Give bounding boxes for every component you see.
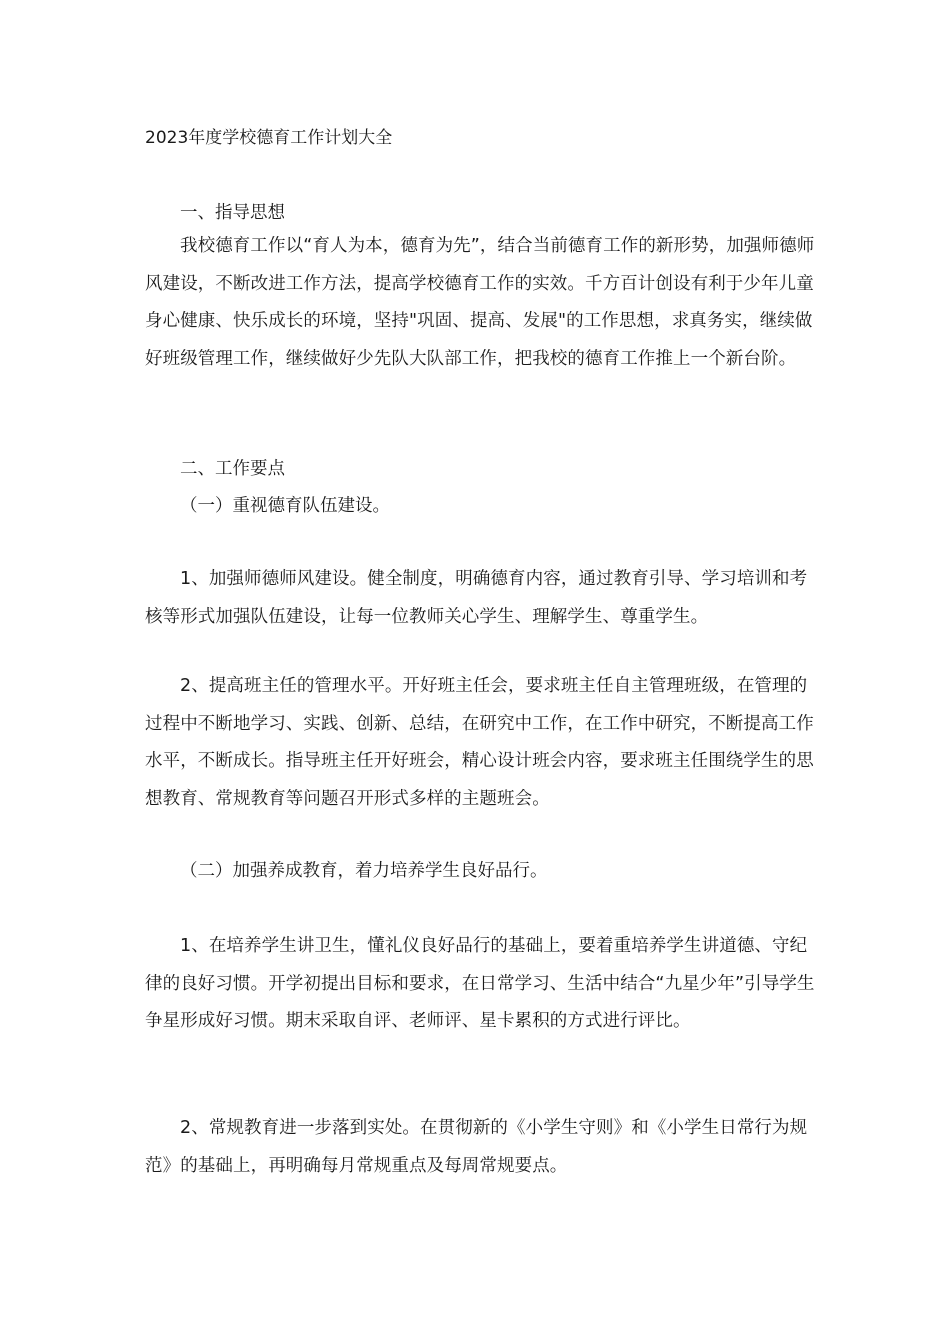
paragraph-item-2-2: 2、常规教育进一步落到实处。在贯彻新的《小学生守则》和《小学生日常行为规范》的基础上，再明确每月常规重点及每周常规要点。 [145,1118,808,1176]
section-heading-guiding-ideology: 一、指导思想 [180,203,285,223]
paragraph-item-2-1: 1、在培养学生讲卫生，懂礼仪良好品行的基础上，要着重培养学生讲道德、守纪律的良好习惯。开学初提出目标和要求，在日常学习、生活中结合“九星少年”引导学生争星形成好习惯。期末采取自评、老师评、星卡累积的方式进行评比。 [145,936,815,1031]
paragraph-item-1-1: 1、加强师德师风建设。健全制度，明确德育内容，通过教育引导、学习培训和考核等形式加强队伍建设，让每一位教师关心学生、理解学生、尊重学生。 [145,569,808,627]
subsection-heading-habit-education: （二）加强养成教育，着力培养学生良好品行。 [180,861,548,881]
paragraph-item-1-2: 2、提高班主任的管理水平。开好班主任会，要求班主任自主管理班级，在管理的过程中不断地学习、实践、创新、总结，在研究中工作，在工作中研究，不断提高工作水平，不断成长。指导班主任开好班会，精心设计班会内容，要求班主任围绕学生的思想教育、常规教育等问题召开形式多样的主题班会。 [145,676,814,809]
paragraph-guiding-ideology: 我校德育工作以“育人为本，德育为先”，结合当前德育工作的新形势，加强师德师风建设，不断改进工作方法，提高学校德育工作的实效。千方百计创设有利于少年儿童身心健康、快乐成长的环境，坚持"巩固、提高、发展"的工作思想，求真务实，继续做好班级管理工作，继续做好少先队大队部工作，把我校的德育工作推上一个新台阶。 [145,236,815,369]
subsection-heading-team-building: （一）重视德育队伍建设。 [180,496,390,516]
document-title: 2023年度学校德育工作计划大全 [145,128,393,148]
section-heading-work-points: 二、工作要点 [180,459,285,479]
